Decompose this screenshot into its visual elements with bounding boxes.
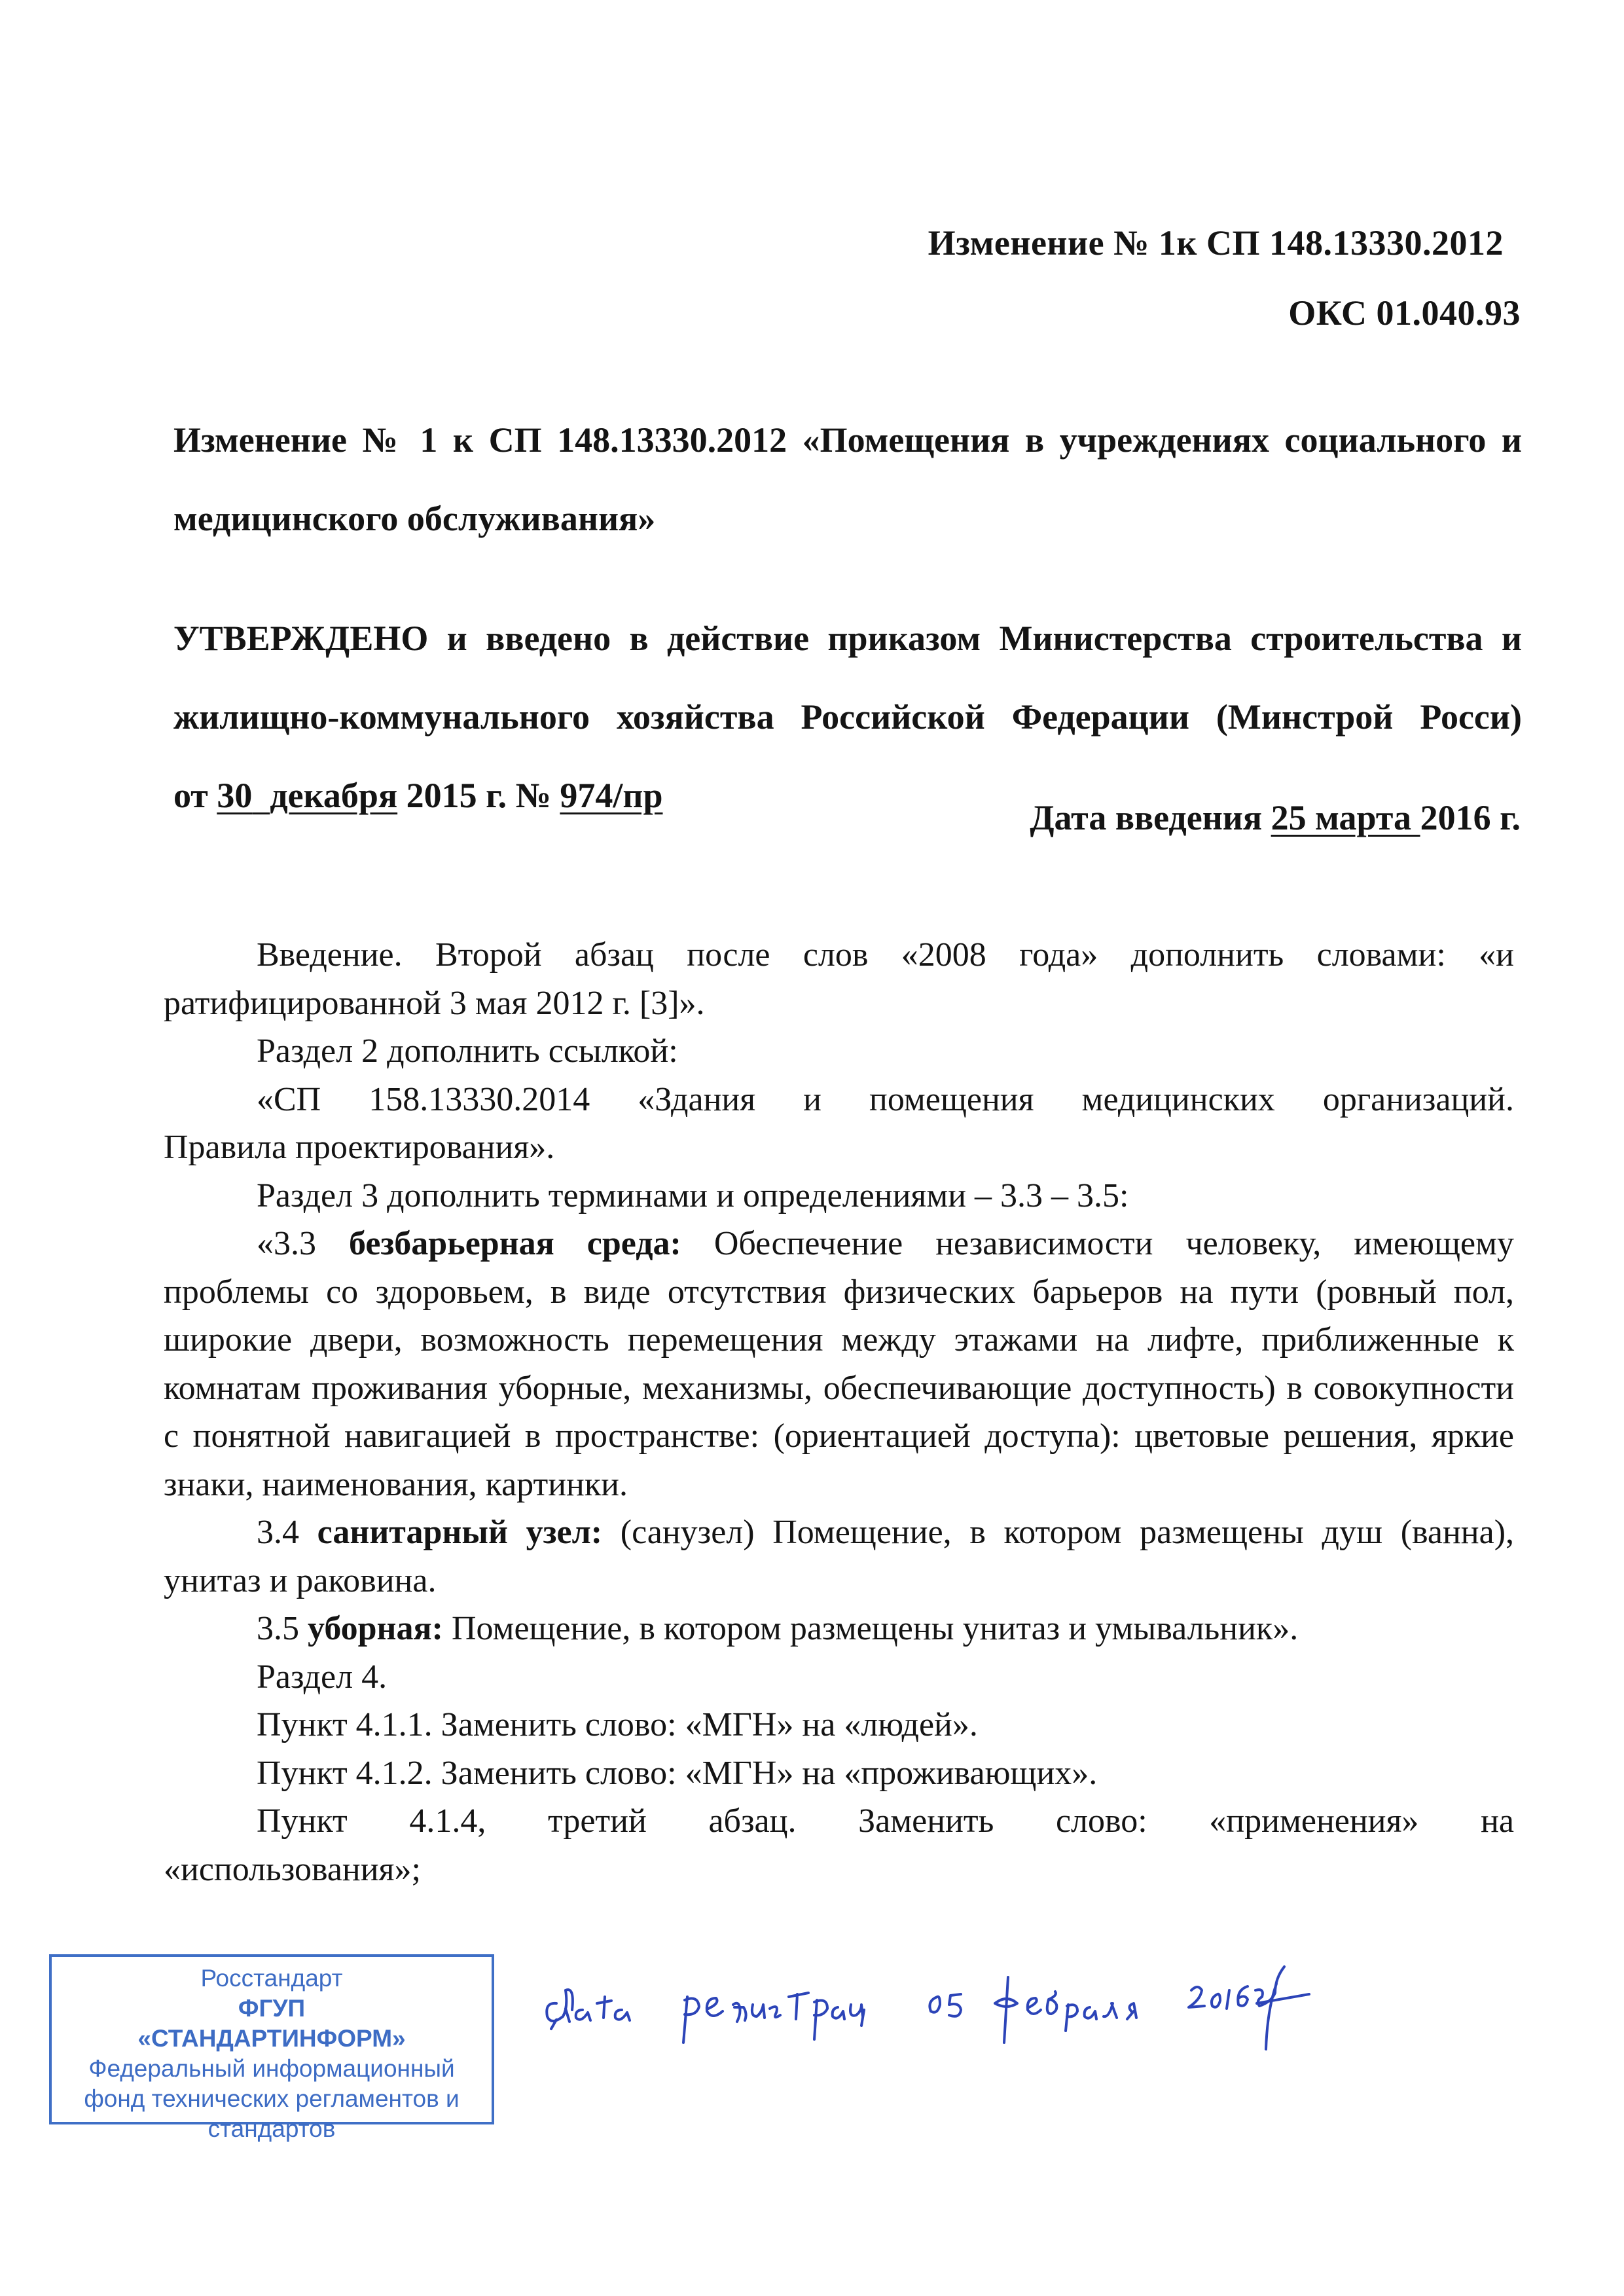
approval-line-2: жилищно-коммунального хозяйства Российской Федерации (Минстрой Росси) (173, 697, 1522, 737)
term-3-4: 3.4 санитарный узел: (санузел) Помещение, в котором размещены душ (ванна), унитаз и раковина. (164, 1514, 1515, 1599)
introduction-date-value: 25 марта (1271, 798, 1420, 837)
term-3-3: «3.3 безбарьерная среда: Обеспечение независимости человеку, имеющему проблемы со здоровьем, в виде отсутствия физических барьеров на пути (ровный пол, широкие двери, возможность перемещения между этажами на лифте, приближенные к комнатам проживания уборные, механизмы, обеспечивающие доступность) в совокупности с понятной навигацией в пространстве: (ориентацией доступа): цветовые решения, яркие знаки, наименования, картинки. (164, 1225, 1514, 1503)
stamp-line-4: Федеральный информационный (88, 2055, 455, 2082)
stamp-line-3: «СТАНДАРТИНФОРМ» (137, 2025, 406, 2052)
term-3-5: 3.5 уборная: Помещение, в котором размещены унитаз и умывальник». (257, 1610, 1299, 1647)
term-3-5-name: уборная: (308, 1610, 443, 1647)
term-3-3-name: безбарьерная среда: (349, 1225, 681, 1262)
paragraph-item-4-1-2: Пункт 4.1.2. Заменить слово: «МГН» на «проживающих». (257, 1754, 1098, 1792)
stamp-line-6: стандартов (208, 2115, 336, 2142)
stamp-line-5: фонд технических регламентов и (84, 2085, 460, 2112)
paragraph-sp-reference: «СП 158.13330.2014 «Здания и помещения медицинских организаций. (257, 1080, 1514, 1118)
stamp-line-2: ФГУП (238, 1995, 306, 2022)
order-day: 30 (217, 776, 253, 815)
title-line-1: Изменение № 1 к СП 148.13330.2012 «Помещения в учреждениях социального и (173, 420, 1522, 460)
paragraph-section-2: Раздел 2 дополнить ссылкой: (257, 1032, 678, 1070)
order-month: декабря (270, 776, 398, 815)
paragraph-item-4-1-1: Пункт 4.1.1. Заменить слово: «МГН» на «людей». (257, 1706, 978, 1743)
paragraph-introduction: Введение. Второй абзац после слов «2008 года» дополнить словами: «и (257, 936, 1514, 974)
handwritten-registration-note (537, 1931, 1329, 2056)
paragraph-sp-reference-cont: Правила проектирования». (164, 1129, 555, 1166)
order-number: 974/пр (560, 776, 663, 815)
registration-stamp (49, 1954, 494, 2142)
amendment-body (164, 931, 1514, 1893)
introduction-date: Дата введения 25 марта 2016 г. (1030, 798, 1521, 837)
amendment-header: Изменение № 1к СП 148.13330.2012 (928, 223, 1504, 263)
paragraph-item-4-1-4-cont: «использования»; (164, 1850, 421, 1888)
paragraph-section-4: Раздел 4. (257, 1658, 388, 1696)
paragraph-section-3: Раздел 3 дополнить терминами и определениями – 3.3 – 3.5: (257, 1176, 1129, 1214)
document-title (173, 401, 1522, 558)
term-3-4-name: санитарный узел: (317, 1514, 603, 1551)
paragraph-item-4-1-4: Пункт 4.1.4, третий абзац. Заменить слово: «применения» на (257, 1802, 1514, 1840)
stamp-line-1: Росстандарт (200, 1965, 343, 1992)
title-line-2: медицинского обслуживания» (173, 499, 656, 538)
paragraph-introduction-cont: ратифицированной 3 мая 2012 г. [3]». (164, 984, 705, 1022)
approval-line-3: от 30 декабря 2015 г. № 974/пр (173, 776, 663, 815)
oks-code: ОКС 01.040.93 (1288, 293, 1521, 333)
approval-line-1: УТВЕРЖДЕНО и введено в действие приказом Министерства строительства и (173, 619, 1522, 658)
